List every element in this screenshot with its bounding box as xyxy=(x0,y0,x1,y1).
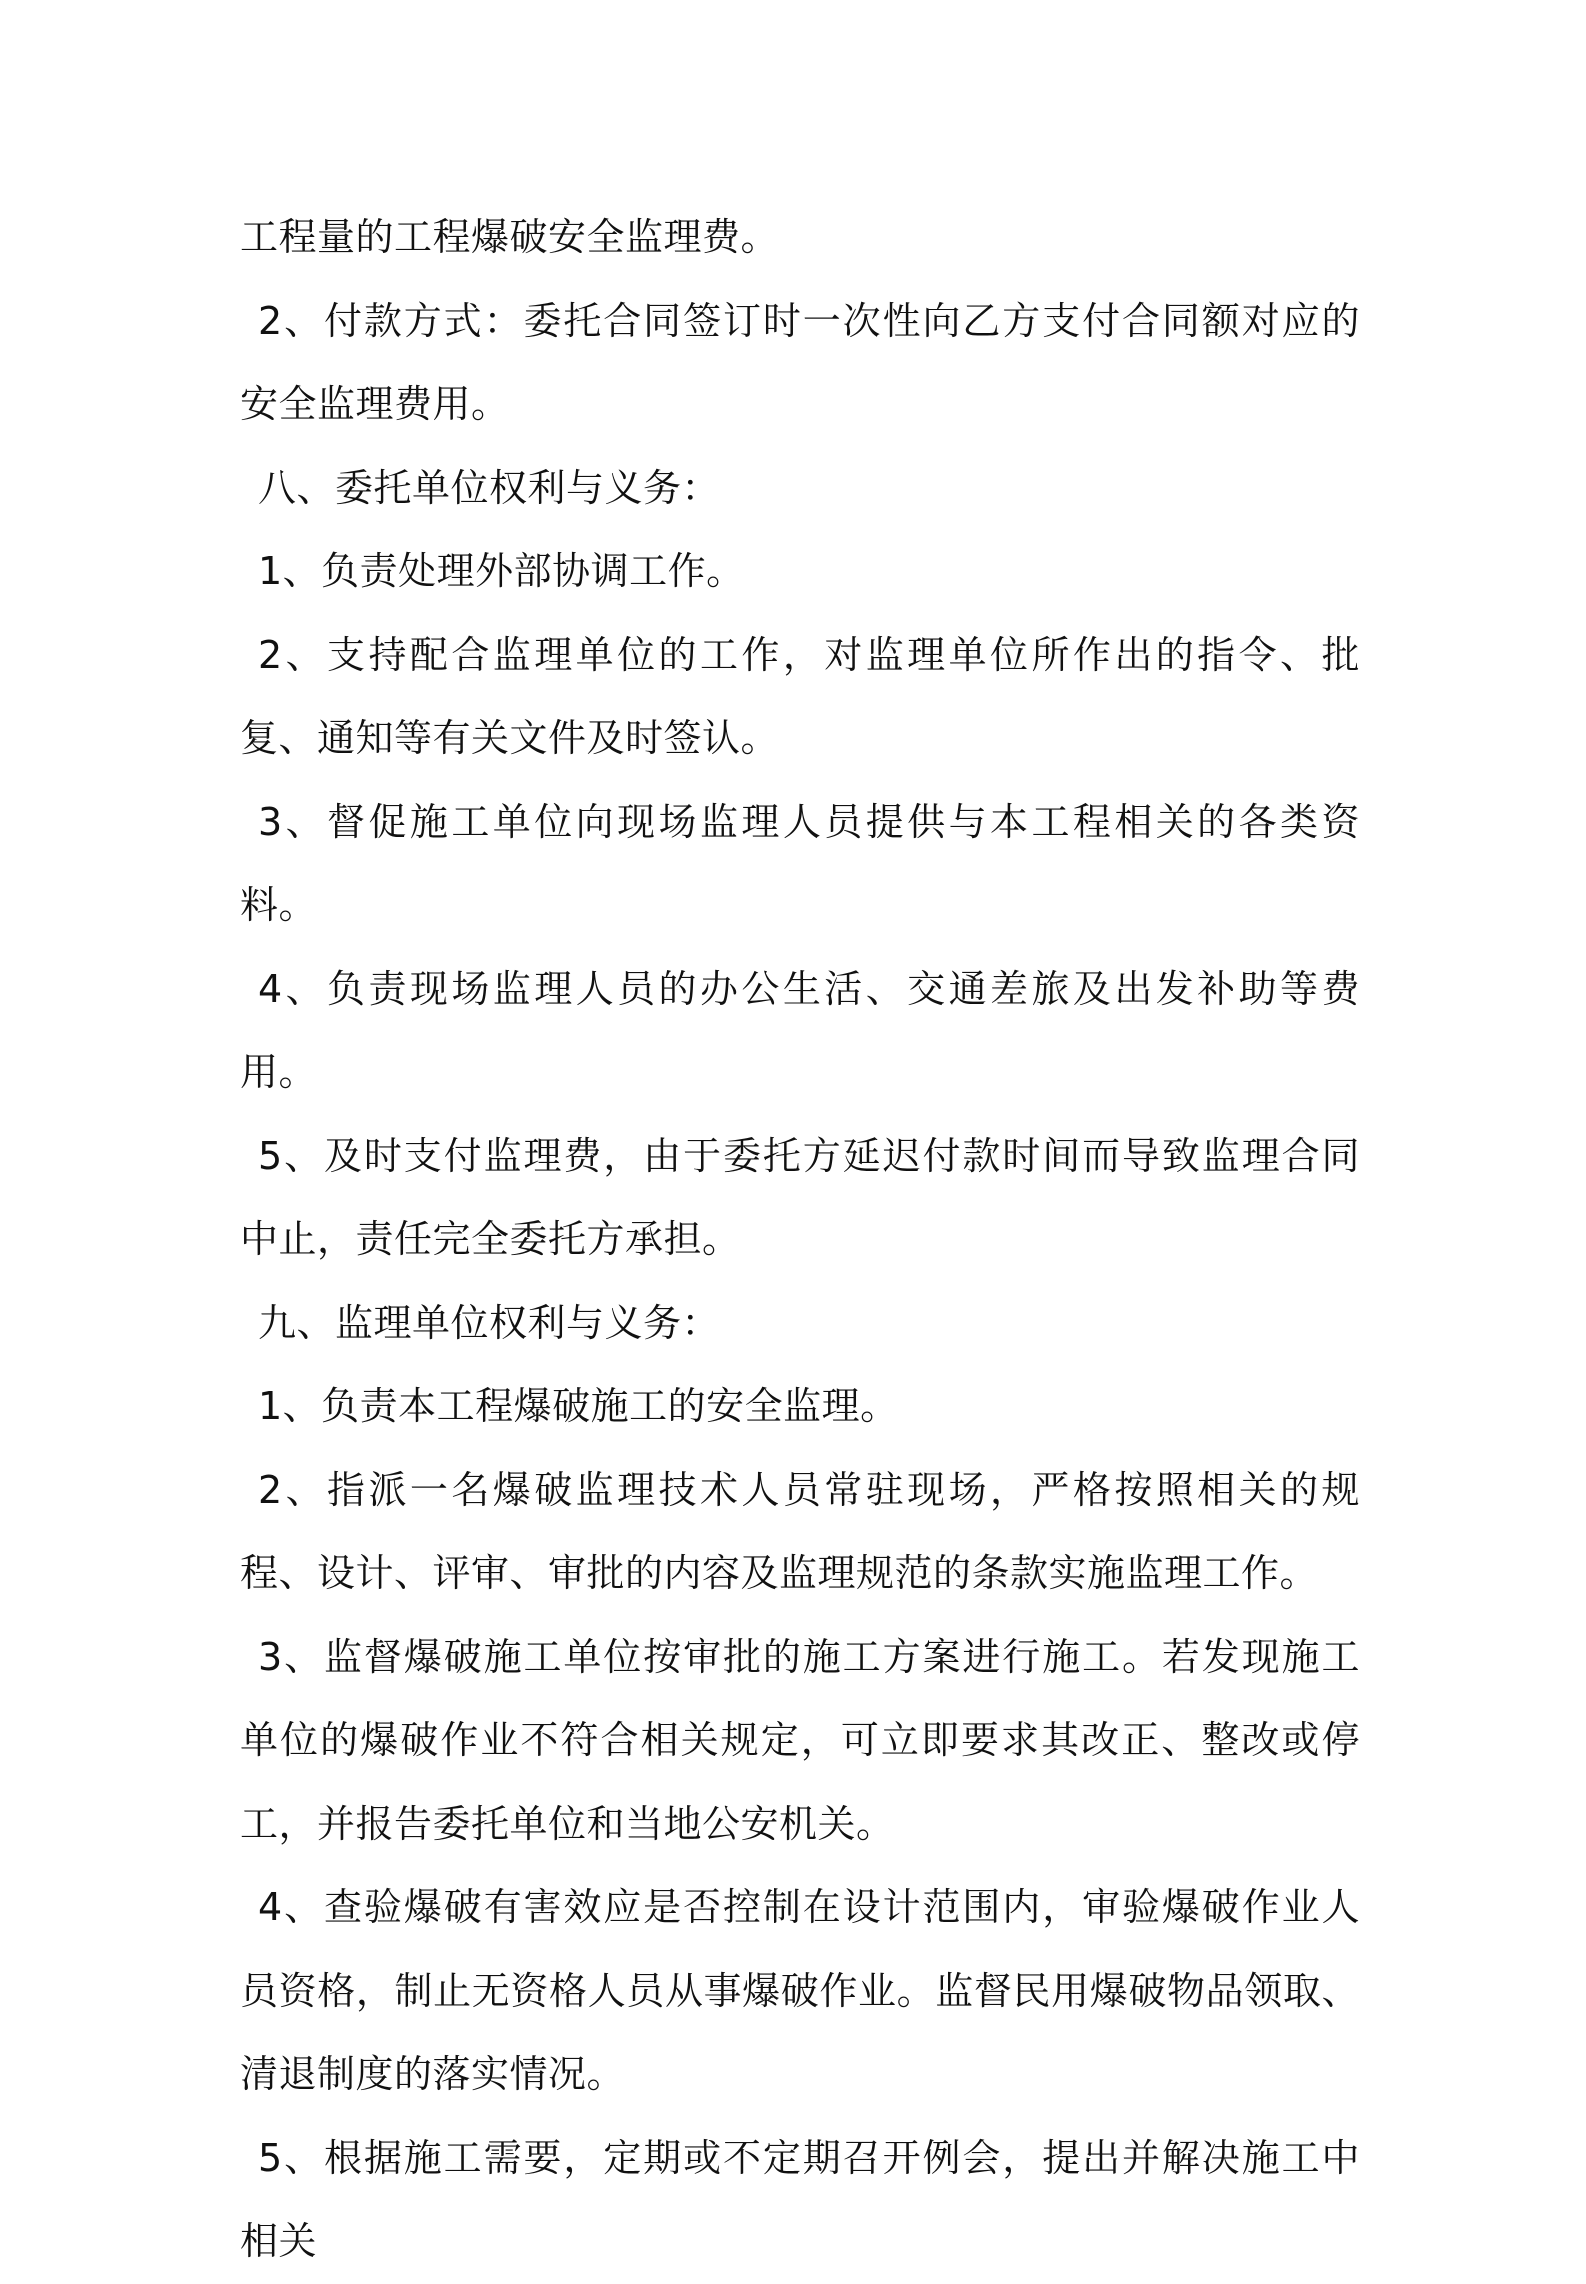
section-heading-supervisor-rights: 九、监理单位权利与义务： xyxy=(258,1300,721,1345)
paragraph-fee-continuation: 工程量的工程爆破安全监理费。 xyxy=(240,215,780,259)
paragraph-client-item-2: 2、支持配合监理单位的工作，对监理单位所作出的指令、批复、通知等有关文件及时签认。 xyxy=(240,632,1360,760)
paragraph-supervisor-item-5: 5、根据施工需要，定期或不定期召开例会，提出并解决施工中相关 xyxy=(240,2135,1360,2263)
paragraph-client-item-3: 3、督促施工单位向现场监理人员提供与本工程相关的各类资料。 xyxy=(240,799,1360,927)
document-body xyxy=(240,196,1360,2284)
paragraph-supervisor-item-2: 2、指派一名爆破监理技术人员常驻现场，严格按照相关的规程、设计、评审、审批的内容及监理规范的条款实施监理工作。 xyxy=(240,1467,1360,1595)
paragraph-supervisor-item-3: 3、监督爆破施工单位按审批的施工方案进行施工。若发现施工单位的爆破作业不符合相关规定，可立即要求其改正、整改或停工，并报告委托单位和当地公安机关。 xyxy=(240,1634,1360,1846)
paragraph-supervisor-item-1: 1、负责本工程爆破施工的安全监理。 xyxy=(258,1384,899,1428)
paragraph-client-item-1: 1、负责处理外部协调工作。 xyxy=(258,549,745,593)
paragraph-client-item-4: 4、负责现场监理人员的办公生活、交通差旅及出发补助等费用。 xyxy=(240,966,1360,1094)
paragraph-client-item-5: 5、及时支付监理费，由于委托方延迟付款时间而导致监理合同中止，责任完全委托方承担。 xyxy=(240,1133,1360,1261)
paragraph-supervisor-item-4: 4、查验爆破有害效应是否控制在设计范围内，审验爆破作业人员资格，制止无资格人员从事爆破作业。监督民用爆破物品领取、清退制度的落实情况。 xyxy=(240,1885,1360,2096)
section-heading-client-rights: 八、委托单位权利与义务： xyxy=(258,465,721,510)
paragraph-payment-method: 2、付款方式：委托合同签订时一次性向乙方支付合同额对应的安全监理费用。 xyxy=(240,298,1360,426)
